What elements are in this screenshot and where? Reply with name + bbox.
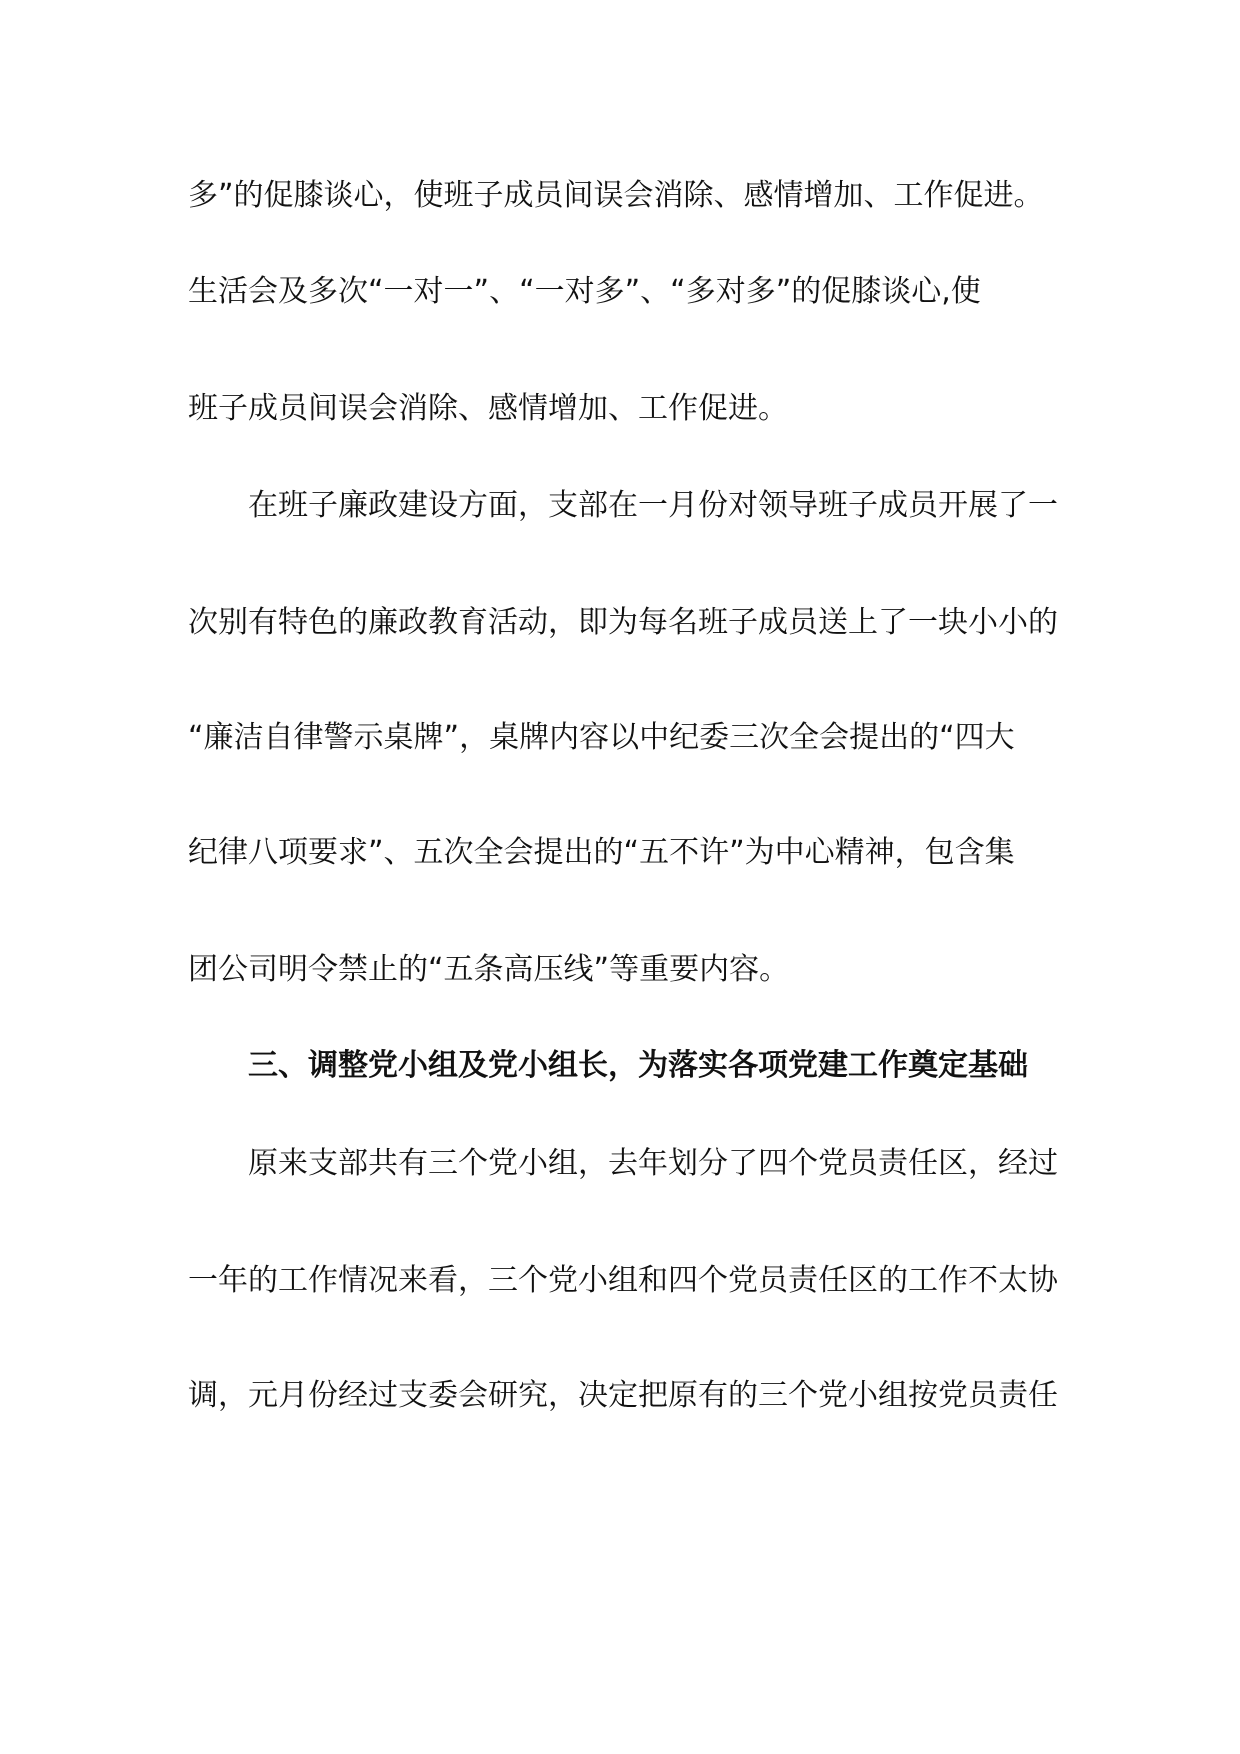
- text-line: 调，元月份经过支委会研究，决定把原有的三个党小组按党员责任: [188, 1378, 1058, 1413]
- text-line: 生活会及多次“一对一”、“一对多”、“多对多”的促膝谈心,使: [188, 274, 981, 309]
- text-line: 一年的工作情况来看，三个党小组和四个党员责任区的工作不太协: [188, 1263, 1058, 1298]
- section-heading: 三、调整党小组及党小组长，为落实各项党建工作奠定基础: [248, 1048, 1028, 1083]
- text-line: 班子成员间误会消除、感情增加、工作促进。: [188, 391, 788, 426]
- text-line: 次别有特色的廉政教育活动，即为每名班子成员送上了一块小小的: [188, 605, 1058, 640]
- text-line: 纪律八项要求”、五次全会提出的“五不许”为中心精神，包含集: [188, 835, 1015, 870]
- paragraph-first-line: 原来支部共有三个党小组，去年划分了四个党员责任区，经过: [248, 1146, 1058, 1181]
- text-line: 团公司明令禁止的“五条高压线”等重要内容。: [188, 952, 790, 987]
- text-line: 多”的促膝谈心，使班子成员间误会消除、感情增加、工作促进。: [188, 178, 1044, 213]
- paragraph-first-line: 在班子廉政建设方面，支部在一月份对领导班子成员开展了一: [248, 488, 1058, 523]
- text-line: “廉洁自律警示桌牌”，桌牌内容以中纪委三次全会提出的“四大: [188, 720, 1015, 755]
